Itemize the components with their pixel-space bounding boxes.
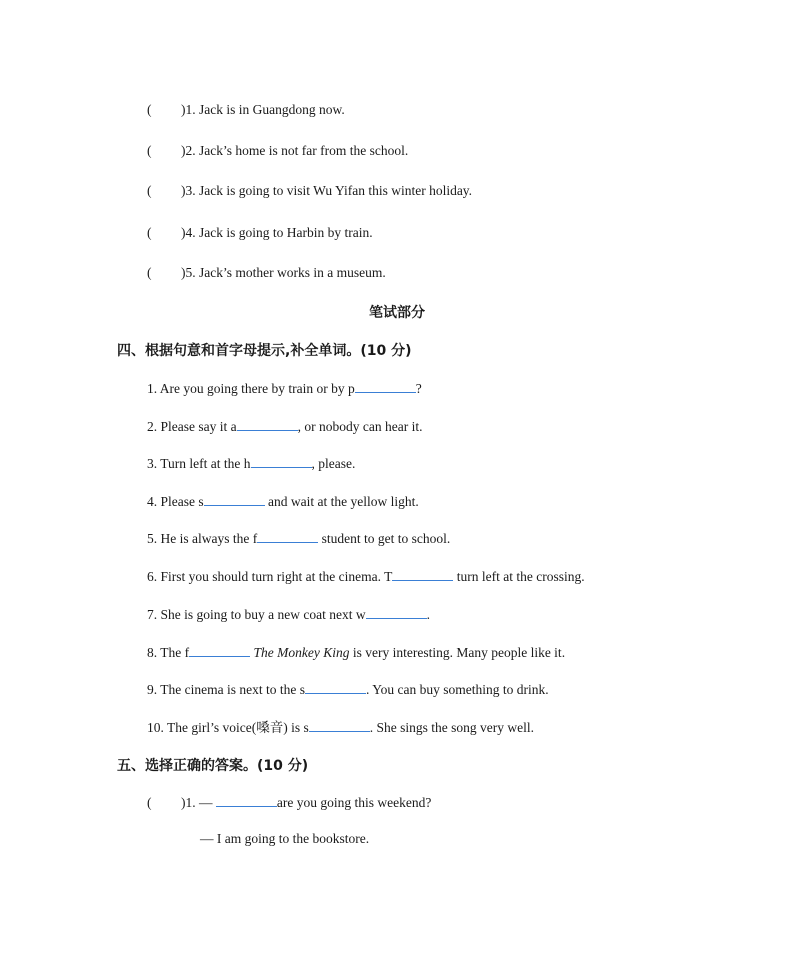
written-part-title: 笔试部分 [369,305,425,321]
fill-item: 7. She is going to buy a new coat next w . [147,604,430,624]
fill-item: 4. Please s and wait at the yellow light. [147,491,419,511]
fill-item: 1. Are you going there by train or by p ? [147,378,422,398]
listening-item: ( )2. Jack’s home is not far from the school. [147,143,409,158]
listening-item: ( )1. Jack is in Guangdong now. [147,102,345,117]
section5-title: 五、选择正确的答案。(10 分) [117,758,309,774]
answer-blank[interactable] [257,528,318,543]
answer-blank[interactable] [309,717,370,732]
fill-item: 3. Turn left at the h , please. [147,453,355,473]
answer-blank[interactable] [366,604,427,619]
fill-item: 10. The girl’s voice(嗓音) is s . She sings the song very well. [147,717,534,737]
listening-item: ( )4. Jack is going to Harbin by train. [147,225,373,240]
answer-blank[interactable] [355,378,416,393]
listening-item: ( )3. Jack is going to visit Wu Yifan this winter holiday. [147,183,473,198]
answer-blank[interactable] [392,566,453,581]
answer-blank[interactable] [189,642,250,657]
fill-item: 9. The cinema is next to the s . You can buy something to drink. [147,679,549,699]
choice-item-reply: — I am going to the bookstore. [200,831,370,846]
answer-blank[interactable] [204,491,265,506]
fill-item: 2. Please say it a , or nobody can hear it. [147,416,422,436]
answer-blank[interactable] [216,792,277,807]
answer-blank[interactable] [237,416,298,431]
fill-item: 8. The f The Monkey King is very interesting. Many people like it. [147,642,565,662]
section4-title: 四、根据句意和首字母提示,补全单词。(10 分) [117,343,412,359]
listening-item: ( )5. Jack’s mother works in a museum. [147,265,386,280]
answer-blank[interactable] [305,679,366,694]
choice-item: ( )1. — are you going this weekend? [147,792,431,812]
fill-item: 5. He is always the f student to get to school. [147,528,450,548]
answer-blank[interactable] [251,453,312,468]
fill-item: 6. First you should turn right at the cinema. T turn left at the crossing. [147,566,585,586]
